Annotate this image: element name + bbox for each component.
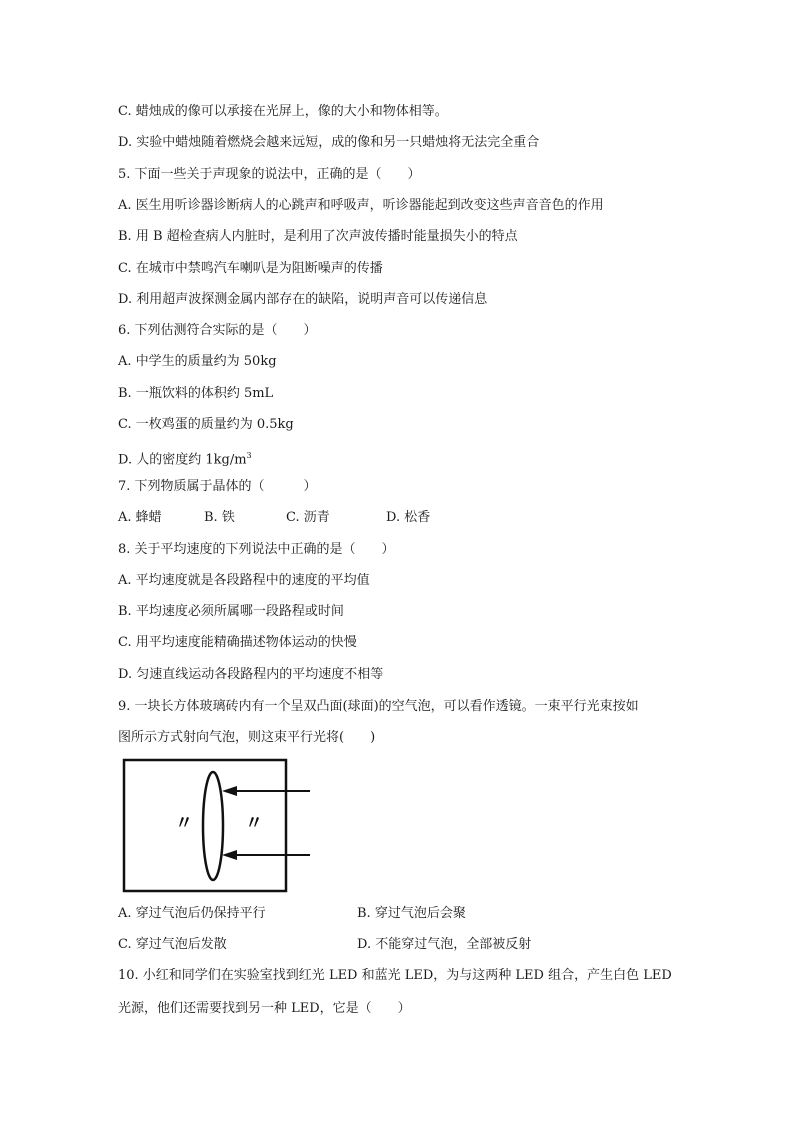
q7-option-a: A. 蜂蜡 [118,510,162,525]
q9-figure [118,755,318,895]
q8-option-a: A. 平均速度就是各段路程中的速度的平均值 [118,573,370,588]
q5-stem: 5. 下面一些关于声现象的说法中，正确的是（ ） [118,167,421,182]
q6-option-d-superscript: 3 [246,451,252,460]
q5-option-d: D. 利用超声波探测金属内部存在的缺陷，说明声音可以传递信息 [118,292,488,307]
q7-option-b: B. 铁 [204,510,235,525]
q6-option-d [118,447,252,469]
q6-option-a: A. 中学生的质量约为 50kg [118,354,277,369]
q9-option-a: A. 穿过气泡后仍保持平行 [118,906,266,921]
q10-stem-line-2: 光源，他们还需要找到另一种 LED，它是（ ） [118,1001,411,1016]
q9-option-c: C. 穿过气泡后发散 [118,937,227,952]
q9-option-b: B. 穿过气泡后会聚 [357,906,466,921]
q8-option-d: D. 匀速直线运动各段路程内的平均速度不相等 [118,667,384,682]
arrow-head-bottom [222,850,237,860]
q6-stem: 6. 下列估测符合实际的是（ ） [118,323,317,338]
q9-stem-line-2: 图所示方式射向气泡，则这束平行光将( ) [118,730,376,745]
glass-mark-right: 〃 [245,813,263,834]
q5-option-a: A. 医生用听诊器诊断病人的心跳声和呼吸声，听诊器能起到改变这些声音音色的作用 [118,198,604,213]
q7-stem: 7. 下列物质属于晶体的（ ） [118,479,317,494]
q5-option-c: C. 在城市中禁鸣汽车喇叭是为阻断噪声的传播 [118,261,383,276]
air-bubble-lens [203,772,223,880]
q7-option-d: D. 松香 [386,510,431,525]
arrow-head-top [222,786,237,796]
q6-option-b: B. 一瓶饮料的体积约 5mL [118,386,274,401]
q4-option-d: D. 实验中蜡烛随着燃烧会越来远短，成的像和另一只蜡烛将无法完全重合 [118,135,540,150]
q8-stem: 8. 关于平均速度的下列说法中正确的是（ ） [118,542,395,557]
q6-option-c: C. 一枚鸡蛋的质量约为 0.5kg [118,417,294,432]
q10-stem-line-1: 10. 小红和同学们在实验室找到红光 LED 和蓝光 LED，为与这两种 LED 组合，产生白色 LED [118,968,672,983]
q9-stem-line-1: 9. 一块长方体玻璃砖内有一个呈双凸面(球面)的空气泡，可以看作透镜。一束平行光束按如 [118,699,639,714]
q4-option-c: C. 蜡烛成的像可以承接在光屏上，像的大小和物体相等。 [118,104,448,119]
q8-option-b: B. 平均速度必须所属哪一段路程或时间 [118,604,344,619]
q5-option-b: B. 用 B 超检查病人内脏时，是利用了次声波传播时能量损失小的特点 [118,229,518,244]
q8-option-c: C. 用平均速度能精确描述物体运动的快慢 [118,635,357,650]
q7-option-c: C. 沥青 [286,510,330,525]
q6-option-d-text: D. 人的密度约 1kg/m [118,452,247,468]
q9-option-d: D. 不能穿过气泡，全部被反射 [357,937,532,952]
glass-mark-left: 〃 [175,813,193,834]
